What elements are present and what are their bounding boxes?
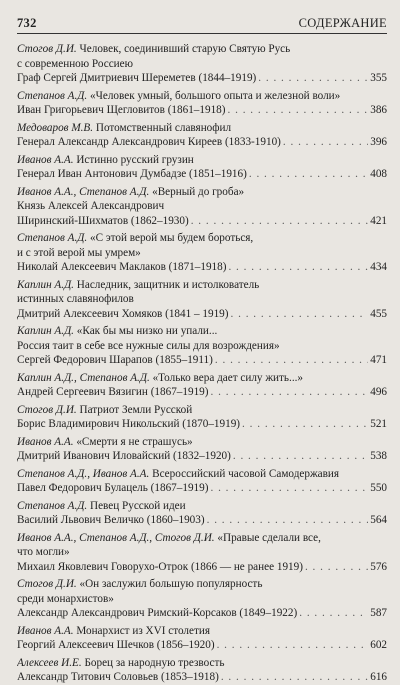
leader-dots	[221, 670, 368, 685]
entry-essay-title: Истинно русский грузин	[76, 153, 194, 166]
entry-essay-title: Певец Русской идеи	[90, 499, 186, 512]
entry-page-number: 550	[370, 482, 387, 494]
entry-author: Стогов Д.И.	[17, 43, 77, 55]
entry-person: Александр Александрович Римский-Корсаков (1849–1922)	[17, 607, 298, 619]
entry-page-row[interactable]	[17, 214, 387, 229]
leader-dots	[258, 71, 368, 86]
entry-author: Иванов А.А.	[17, 624, 74, 637]
entry-page-row[interactable]	[17, 606, 387, 621]
entry-person: Ширинский-Шихматов (1862–1930)	[17, 214, 189, 227]
entry-author: Каплин А.Д., Степанов А.Д.	[17, 371, 150, 384]
entry-page-row[interactable]	[17, 260, 387, 275]
entry-page-row[interactable]	[17, 449, 387, 464]
entry-author: Каплин А.Д.	[17, 325, 74, 337]
entry-page-number: 471	[370, 354, 387, 366]
contents-entry	[17, 231, 387, 275]
entry-essay-title: «С этой верой мы будем бороться,	[90, 232, 254, 244]
leader-dots	[210, 481, 368, 496]
contents-entry	[17, 577, 387, 621]
entry-heading-line	[17, 153, 387, 168]
entry-heading-line	[17, 467, 387, 482]
entry-heading-line	[17, 624, 387, 639]
entry-person: Павел Федорович Булацель (1867–1919)	[17, 482, 209, 494]
leader-dots	[228, 260, 368, 275]
entry-heading-line	[17, 42, 387, 57]
entry-page-row[interactable]	[17, 417, 387, 432]
entry-heading-line	[17, 499, 387, 514]
contents-entry	[17, 89, 387, 118]
entry-essay-title: Борец за народную трезвость	[84, 656, 225, 669]
entry-heading-line	[17, 403, 387, 418]
entry-page-number: 455	[370, 307, 387, 320]
entry-person: Иван Григорьевич Щегловитов (1861–1918)	[17, 104, 226, 116]
page-number: 732	[17, 16, 37, 30]
entry-page-number: 355	[370, 72, 387, 84]
entry-page-row[interactable]	[17, 513, 387, 528]
entry-heading-line	[17, 231, 387, 246]
entry-author: Степанов А.Д.	[17, 89, 88, 102]
entry-author: Степанов А.Д.	[17, 232, 88, 244]
entry-person: Дмитрий Алексеевич Хомяков (1841 – 1919)	[17, 307, 229, 320]
contents-entry	[17, 185, 387, 229]
leader-dots	[299, 606, 368, 621]
entry-page-number: 616	[370, 671, 387, 683]
entry-page-number: 408	[370, 168, 387, 180]
leader-dots	[231, 307, 369, 322]
entry-heading-line	[17, 371, 387, 386]
entry-essay-title: Потомственный славянофил	[95, 121, 232, 134]
entry-page-number: 521	[370, 418, 387, 430]
entry-page-row[interactable]	[17, 353, 387, 368]
entry-essay-title: Патриот Земли Русской	[79, 403, 193, 416]
entry-page-number: 538	[370, 450, 387, 462]
entry-heading-line	[17, 324, 387, 339]
contents-entry	[17, 324, 387, 368]
entry-essay-title: «Правые сделали все,	[217, 531, 321, 544]
entry-page-number: 564	[370, 514, 387, 526]
leader-dots	[228, 103, 369, 118]
entry-essay-title: истинных славянофилов	[17, 293, 134, 305]
leader-dots	[217, 638, 369, 653]
entry-heading-line	[17, 121, 387, 136]
contents-entry	[17, 153, 387, 182]
contents-entry	[17, 121, 387, 150]
entry-page-number: 576	[370, 560, 387, 573]
entry-page-number: 386	[370, 104, 387, 116]
entry-essay-title: Человек, соединивший старую Святую Русь	[79, 43, 291, 55]
entry-author: Алексеев И.Е.	[17, 656, 82, 669]
entry-essay-title: Россия таит в себе все нужные силы для возрождения»	[17, 339, 280, 352]
entry-essay-title: Всероссийский часовой Самодержавия	[152, 467, 340, 480]
leader-dots	[191, 214, 369, 229]
entry-page-row[interactable]	[17, 385, 387, 400]
section-title: СОДЕРЖАНИЕ	[298, 16, 387, 30]
entry-author: Стогов Д.И.	[17, 403, 77, 416]
contents-entry	[17, 624, 387, 653]
entry-essay-title: «Только вера дает силу жить...»	[152, 371, 304, 384]
contents-entry	[17, 371, 387, 400]
entry-person: Василий Львович Величко (1860–1903)	[17, 514, 205, 526]
entry-author: Стогов Д.И.	[17, 578, 77, 590]
entry-page-row[interactable]	[17, 670, 387, 685]
entry-essay-title: «Он заслужил большую популярность	[79, 578, 263, 590]
entry-essay-title: Князь Алексей Александрович	[17, 200, 165, 212]
contents-list	[17, 42, 387, 685]
entry-heading-line	[17, 278, 387, 293]
entry-person: Генерал Александр Александрович Киреев (1833-1910)	[17, 136, 281, 148]
contents-entry	[17, 278, 387, 322]
entry-essay-title: «Верный до гроба»	[152, 185, 245, 198]
entry-essay-title: с современною Россиею	[17, 57, 133, 70]
entry-person: Александр Титович Соловьев (1853–1918)	[17, 671, 219, 683]
entry-heading-line	[17, 577, 387, 592]
entry-person: Дмитрий Иванович Иловайский (1832–1920)	[17, 450, 231, 462]
entry-heading-line	[17, 656, 387, 671]
contents-entry	[17, 435, 387, 464]
entry-page-row[interactable]	[17, 71, 387, 86]
entry-page-number: 434	[370, 261, 387, 273]
entry-author: Иванов А.А., Степанов А.Д., Стогов Д.И.	[17, 531, 215, 544]
leader-dots	[242, 417, 368, 432]
entry-page-row[interactable]	[17, 307, 387, 322]
entry-page-number: 496	[370, 386, 387, 398]
entry-person: Граф Сергей Дмитриевич Шереметев (1844–1919)	[17, 72, 257, 84]
leader-dots	[233, 449, 368, 464]
entry-page-row[interactable]	[17, 135, 387, 150]
entry-page-row[interactable]	[17, 103, 387, 118]
entry-page-number: 602	[370, 639, 387, 651]
entry-author: Иванов А.А.	[17, 435, 74, 448]
contents-entry	[17, 42, 387, 86]
entry-essay-title: «Человек умный, большого опыта и железной воли»	[90, 89, 341, 102]
contents-entry	[17, 499, 387, 528]
contents-entry	[17, 656, 387, 685]
entry-page-number: 421	[370, 214, 387, 227]
leader-dots	[207, 513, 369, 528]
leader-dots	[305, 560, 368, 575]
entry-page-row[interactable]	[17, 167, 387, 182]
entry-author: Иванов А.А., Степанов А.Д.	[17, 185, 150, 198]
running-header	[17, 16, 387, 34]
entry-essay-title: среди монархистов»	[17, 592, 114, 605]
entry-page-number: 396	[370, 136, 387, 148]
entry-heading-line	[17, 185, 387, 200]
entry-person: Борис Владимирович Никольский (1870–1919)	[17, 418, 241, 430]
entry-essay-title: Наследник, защитник и истолкователь	[76, 278, 260, 291]
entry-author: Степанов А.Д., Иванов А.А.	[17, 467, 150, 480]
entry-page-row[interactable]	[17, 560, 387, 575]
leader-dots	[215, 353, 368, 368]
leader-dots	[283, 135, 368, 150]
entry-essay-title: «Как бы мы низко ни упали...	[76, 325, 218, 337]
entry-page-row[interactable]	[17, 481, 387, 496]
entry-person: Андрей Сергеевич Вязигин (1867–1919)	[17, 386, 209, 398]
entry-author: Степанов А.Д.	[17, 499, 88, 512]
contents-entry	[17, 531, 387, 575]
entry-person: Генерал Иван Антонович Думбадзе (1851–1916)	[17, 168, 247, 180]
entry-person: Николай Алексеевич Маклаков (1871–1918)	[17, 261, 227, 273]
entry-heading-line	[17, 435, 387, 450]
entry-heading-line	[17, 89, 387, 104]
entry-essay-title: «Смерти я не страшусь»	[76, 435, 193, 448]
entry-author: Иванов А.А.	[17, 153, 74, 166]
entry-person: Михаил Яковлевич Говорухо-Отрок (1866 — не ранее 1919)	[17, 560, 303, 573]
contents-entry	[17, 467, 387, 496]
entry-person: Сергей Федорович Шарапов (1855–1911)	[17, 354, 213, 366]
entry-essay-title: Монархист из XVI столетия	[76, 624, 210, 637]
leader-dots	[211, 385, 369, 400]
entry-essay-title: что могли»	[17, 546, 70, 558]
entry-page-row[interactable]	[17, 638, 387, 653]
entry-page-number: 587	[370, 607, 387, 619]
entry-author: Каплин А.Д.	[17, 278, 74, 291]
leader-dots	[249, 167, 368, 182]
entry-person: Георгий Алексеевич Шечков (1856–1920)	[17, 639, 215, 651]
entry-heading-line	[17, 531, 387, 546]
entry-essay-title: и с этой верой мы умрем»	[17, 246, 141, 259]
entry-author: Медоваров М.В.	[17, 121, 94, 134]
contents-entry	[17, 403, 387, 432]
